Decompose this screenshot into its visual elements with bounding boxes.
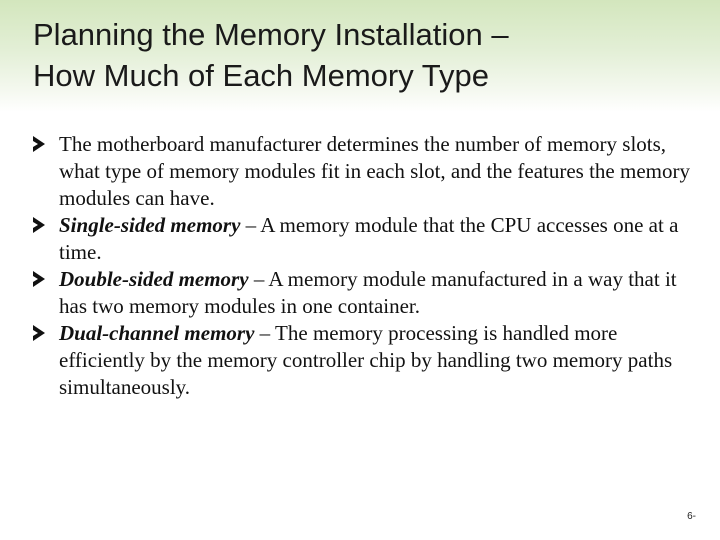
page-number: 6- <box>687 511 696 522</box>
bullet-item-double-sided <box>33 266 693 320</box>
bullet-text: – A memory module that the CPU accesses one at a time. <box>59 213 679 264</box>
bullet-item-dual-channel <box>33 320 693 401</box>
bullet-text: – The memory processing is handled more efficiently by the memory controller chip by handling two memory paths simultaneously. <box>59 321 673 399</box>
slide-title <box>33 14 693 96</box>
bullet-item-single-sided <box>33 212 693 266</box>
slide-title-line-1: Planning the Memory Installation – <box>33 17 509 52</box>
bullet-list <box>33 131 693 401</box>
bullet-term: Dual-channel memory <box>59 321 255 345</box>
bullet-text: The motherboard manufacturer determines the number of memory slots, what type of memory modules fit in each slot, and the features the memory modules can have. <box>59 132 690 210</box>
arrow-bullet-icon <box>33 217 45 233</box>
arrow-bullet-icon <box>33 271 45 287</box>
bullet-text: – A memory module manufactured in a way that it has two memory modules in one container. <box>59 267 677 318</box>
slide-title-line-2: How Much of Each Memory Type <box>33 58 489 93</box>
bullet-term: Single-sided memory <box>59 213 241 237</box>
arrow-bullet-icon <box>33 325 45 341</box>
arrow-bullet-icon <box>33 136 45 152</box>
bullet-item-motherboard <box>33 131 693 212</box>
bullet-term: Double-sided memory <box>59 267 249 291</box>
